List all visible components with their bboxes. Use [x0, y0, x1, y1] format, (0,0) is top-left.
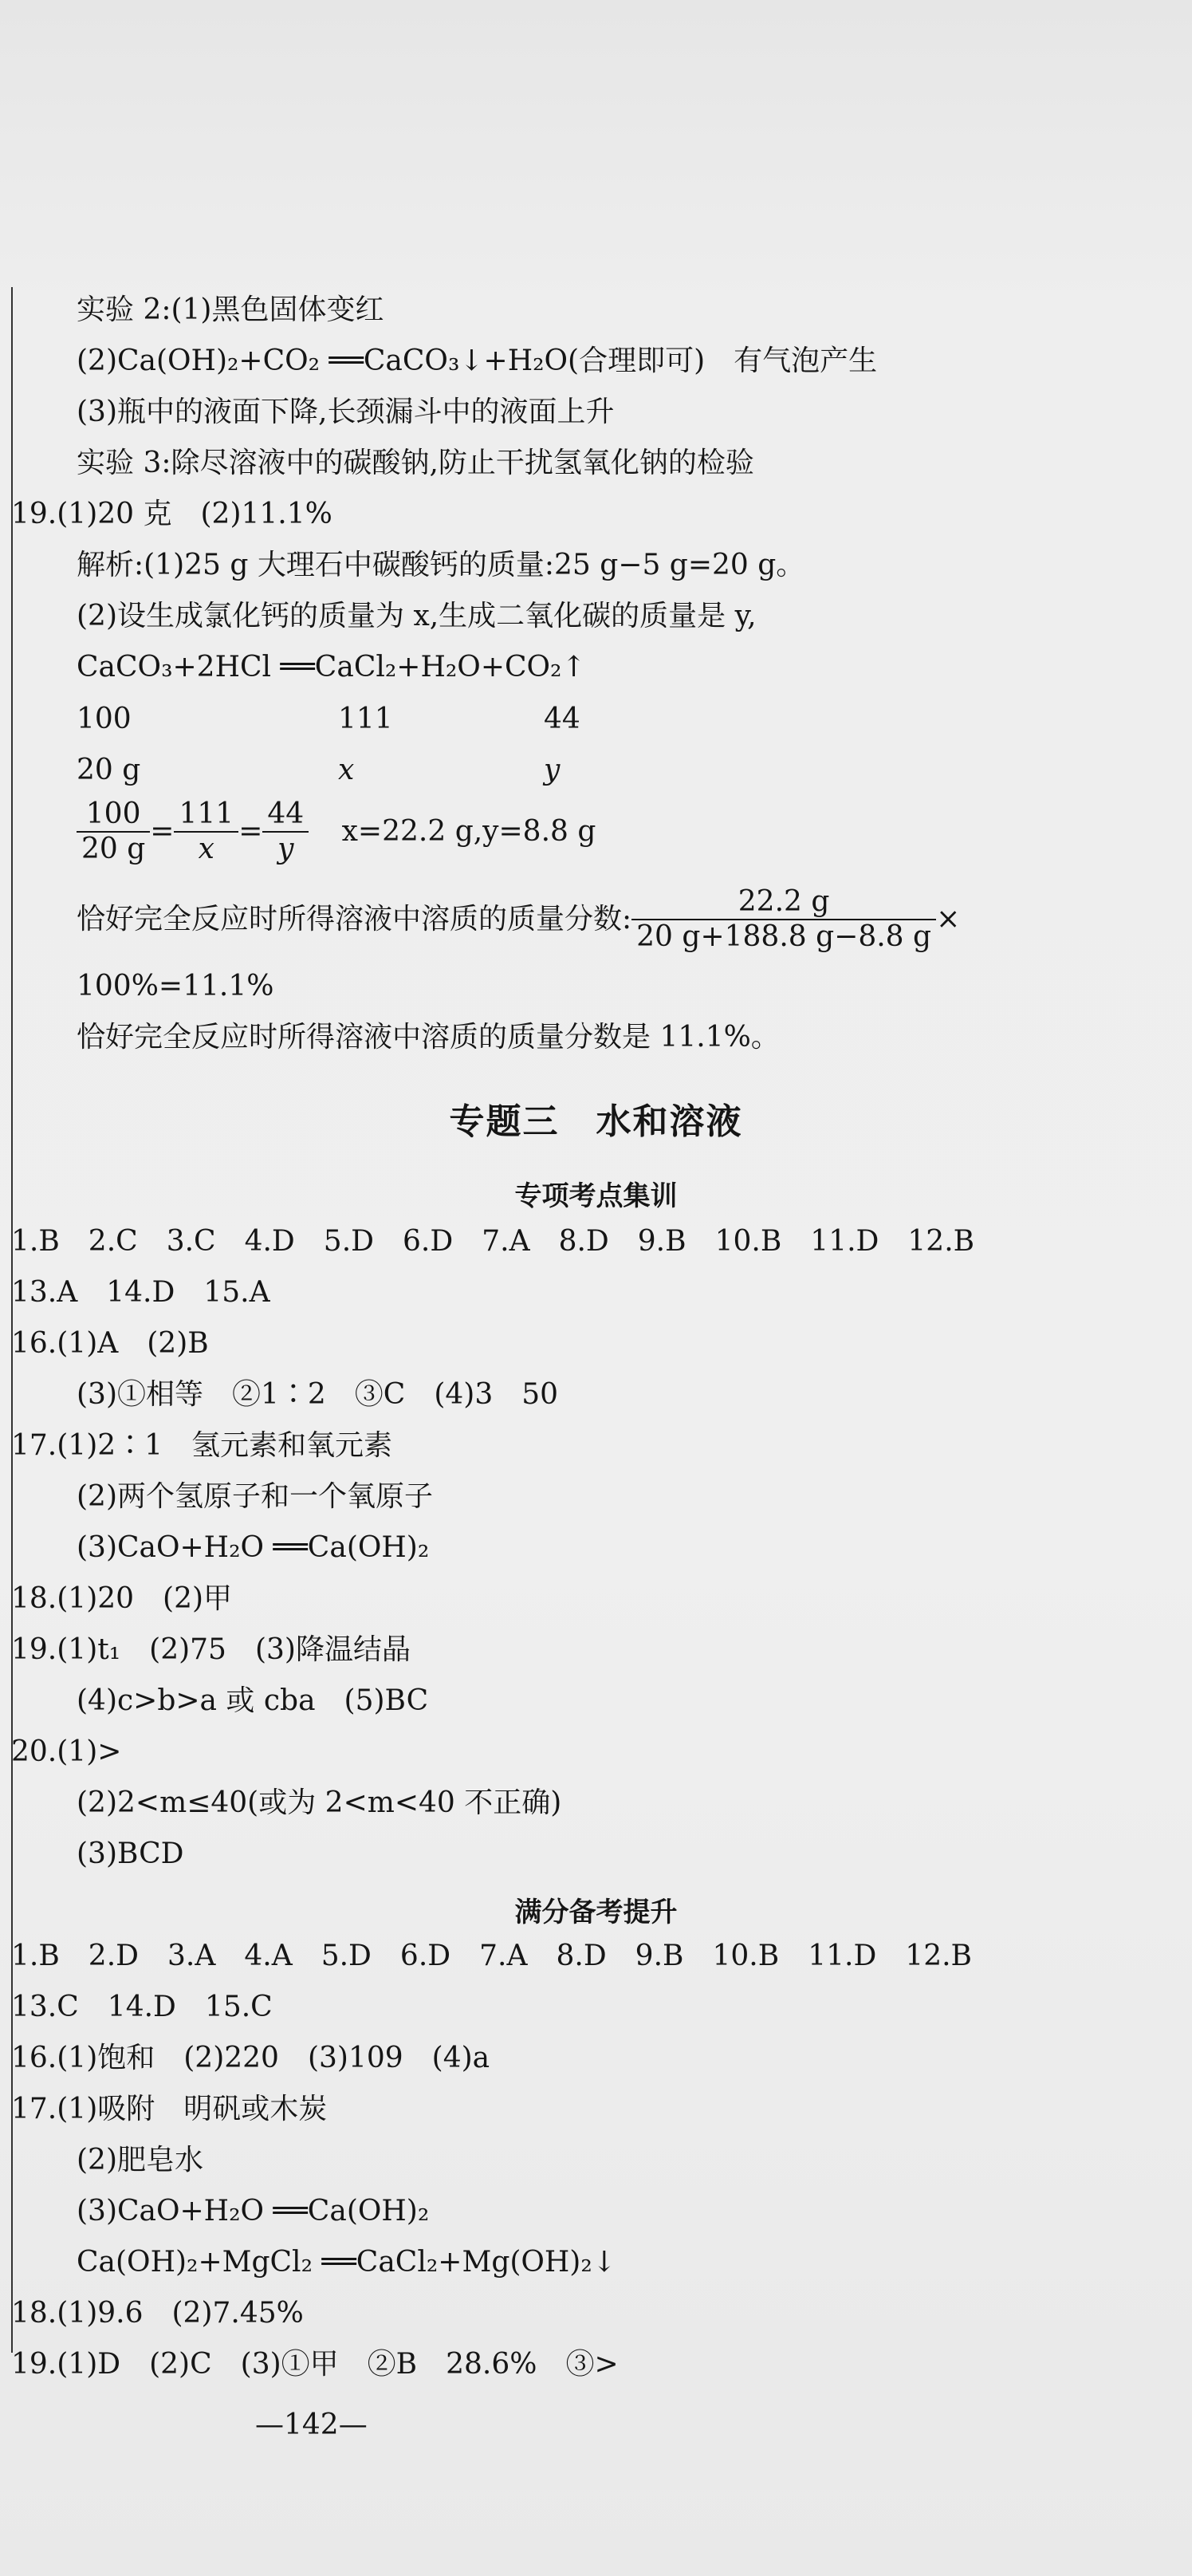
mass-value: 44: [544, 703, 580, 735]
page-number: —142—: [255, 2409, 368, 2441]
answer-line: (2)两个氢原子和一个氧原子: [77, 1480, 433, 1513]
answer-line: (3)①相等 ②1∶2 ③C (4)3 50: [77, 1378, 559, 1411]
answer-line: 16.(1)A (2)B: [11, 1327, 209, 1360]
answer-line: 100%=11.1%: [77, 970, 274, 1002]
answer-line: 20.(1)>: [11, 1735, 122, 1768]
answer-line: 13.C 14.D 15.C: [11, 1991, 273, 2023]
subsection-title: 专项考点集训: [514, 1180, 678, 1212]
answer-line: 17.(1)吸附 明矾或木炭: [11, 2093, 328, 2125]
answer-line: 1.B 2.D 3.A 4.A 5.D 6.D 7.A 8.D 9.B 10.B 11.D 12.B: [11, 1940, 973, 1972]
answer-line: 19.(1)D (2)C (3)①甲 ②B 28.6% ③>: [11, 2348, 619, 2381]
answer-line: (2)Ca(OH)₂+CO₂ ══CaCO₃↓+H₂O(合理即可) 有气泡产生: [77, 345, 878, 377]
answer-line: Ca(OH)₂+MgCl₂ ══CaCl₂+Mg(OH)₂↓: [77, 2246, 616, 2279]
answer-line: (3)BCD: [77, 1837, 184, 1870]
answer-line: 17.(1)2∶1 氢元素和氧元素: [11, 1429, 393, 1462]
answer-line: (3)CaO+H₂O ══Ca(OH)₂: [77, 2195, 430, 2227]
mass-value: 100: [77, 703, 132, 735]
mass-value: 111: [338, 703, 393, 735]
answer-line: 19.(1)20 克 (2)11.1%: [11, 498, 332, 530]
answer-line: 18.(1)9.6 (2)7.45%: [11, 2297, 304, 2330]
answer-line: (2)设生成氯化钙的质量为 x,生成二氧化碳的质量是 y,: [77, 600, 757, 632]
fraction: $\frac{100}{20 g}$: [77, 798, 150, 866]
answer-line: (4)c>b>a 或 cba (5)BC: [77, 1684, 429, 1717]
answer-line: (2)肥皂水: [77, 2144, 203, 2176]
mass-value: 20 g: [77, 754, 141, 786]
equation-line: CaCO₃+2HCl ══CaCl₂+H₂O+CO₂↑: [77, 651, 586, 683]
section-title: 专题三 水和溶液: [449, 1101, 743, 1142]
answer-line: 19.(1)t₁ (2)75 (3)降温结晶: [11, 1633, 411, 1666]
answer-line: (2)2<m≤40(或为 2<m<40 不正确): [77, 1786, 562, 1819]
fraction: $\frac{22.2 g}{20 g+188.8 g-8.8 g}$: [631, 885, 936, 954]
answer-line: 解析:(1)25 g 大理石中碳酸钙的质量:25 g−5 g=20 g。: [77, 549, 805, 581]
subsection-title: 满分备考提升: [514, 1897, 678, 1928]
answer-line: (3)瓶中的液面下降,长颈漏斗中的液面上升: [77, 396, 615, 428]
answer-line: 16.(1)饱和 (2)220 (3)109 (4)a: [11, 2042, 490, 2074]
answer-line: 13.A 14.D 15.A: [11, 1276, 270, 1309]
fraction: $\frac{44}{y}$: [262, 798, 309, 866]
answer-line: 恰好完全反应时所得溶液中溶质的质量分数是 11.1%。: [77, 1021, 780, 1054]
mass-fraction-line: 恰好完全反应时所得溶液中溶质的质量分数: $\frac{22.2 g}{20 g+188.8 g-8.8 g}$ ×: [77, 885, 961, 953]
fraction: $\frac{111}{x}$: [174, 798, 238, 866]
answer-line: 实验 2:(1)黑色固体变红: [77, 293, 384, 326]
proportion-equation: $\frac{100}{20 g}$ = $\frac{111}{x}$ = $\frac{44}{y}$ x=22.2 g,y=8.8 g: [77, 798, 596, 866]
answer-line: 实验 3:除尽溶液中的碳酸钠,防止干扰氢氧化钠的检验: [77, 447, 754, 479]
mass-variable: x: [338, 754, 355, 786]
mass-variable: y: [544, 754, 561, 786]
answer-line: 18.(1)20 (2)甲: [11, 1582, 233, 1615]
answer-line: (3)CaO+H₂O ══Ca(OH)₂: [77, 1531, 430, 1564]
answer-line: 1.B 2.C 3.C 4.D 5.D 6.D 7.A 8.D 9.B 10.B 11.D 12.B: [11, 1225, 975, 1258]
